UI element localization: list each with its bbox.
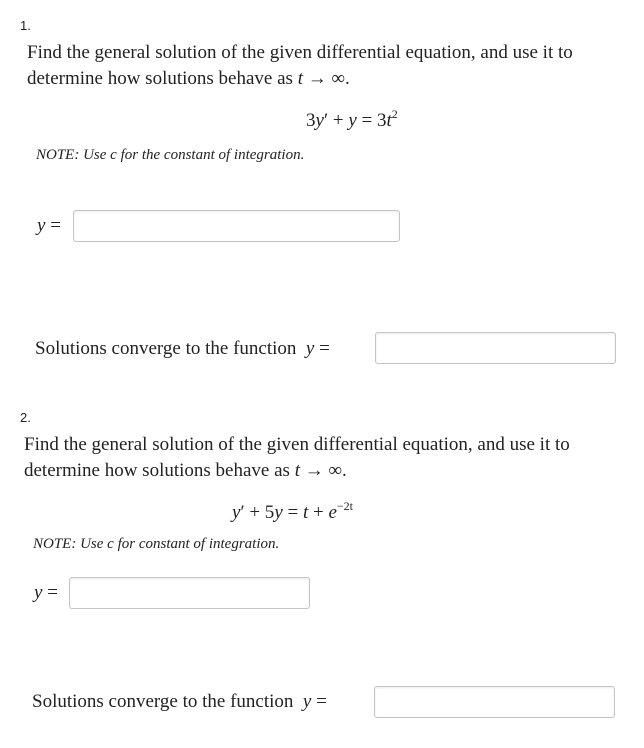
converge-label: Solutions converge to the function y = [35, 338, 330, 359]
converge-function-input[interactable] [374, 686, 615, 718]
integration-note: NOTE: Use c for the constant of integration. [36, 147, 305, 163]
question-number: 2. [20, 410, 31, 425]
differential-equation: $3y' + y = 3t^2$ [306, 107, 398, 131]
question-prompt-line-1: Find the general solution of the given differential equation, and use it to [27, 42, 573, 63]
differential-equation: $y' + 5y = t + e^{-2t}$ [232, 499, 354, 523]
question-prompt-line-2: determine how solutions behave as t → ∞. [24, 460, 347, 481]
y-label: y = [34, 582, 58, 603]
converge-label: Solutions converge to the function y = [32, 691, 327, 712]
question-prompt-line-1: Find the general solution of the given differential equation, and use it to [24, 434, 570, 455]
question-prompt-line-2: determine how solutions behave as t → ∞. [27, 68, 350, 89]
y-label: y = [37, 215, 61, 236]
converge-function-input[interactable] [375, 332, 616, 364]
general-solution-input[interactable] [73, 210, 400, 242]
question-number: 1. [20, 18, 31, 33]
integration-note: NOTE: Use c for constant of integration. [33, 536, 280, 552]
general-solution-input[interactable] [69, 577, 310, 609]
